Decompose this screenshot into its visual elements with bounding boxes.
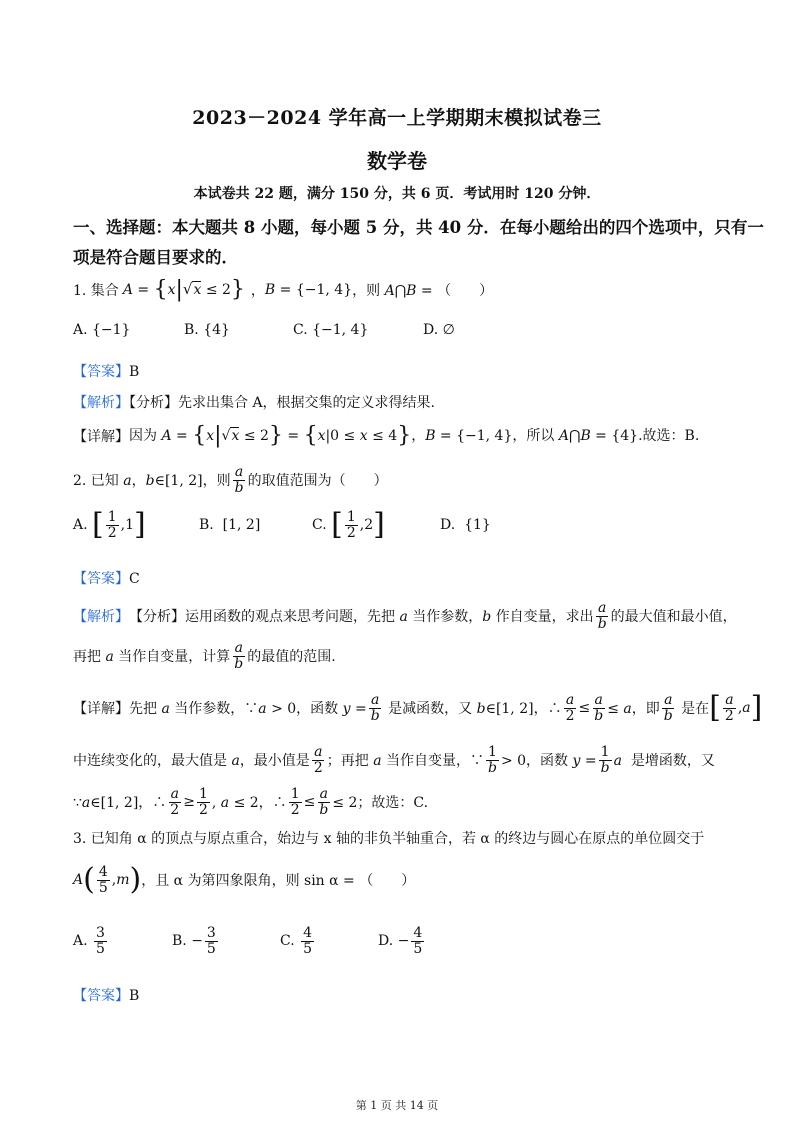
q2-detail-line3: ∵a∈[1, 2]，∴ $\frac{a}{2}$ ≥ $\frac{1}{2}$ , a ≤ 2，∴ $\frac{1}{2}$ ≤ $\frac{a}{b}$ ≤ 2；故选：C. xyxy=(73,785,429,818)
subject-title: 数学卷 xyxy=(367,149,427,173)
q3-answer xyxy=(73,985,139,1005)
question-3-stem-line1: 3. 已知角 α 的顶点与原点重合，始边与 x 轴的非负半轴重合，若 α 的终边与圆心在原点的单位圆交于 xyxy=(73,831,705,847)
q2-analysis-line1: 【解析】 【分析】运用函数的观点来思考问题，先把 a 当作参数，b 作自变量，求出 $\frac{a}{b}$ 的最大值和最小值， xyxy=(73,599,737,632)
section-heading-line1: 一、选择题：本大题共 8 小题，每小题 5 分，共 40 分．在每小题给出的四个选项中，只有一 xyxy=(73,218,764,237)
q3-option-c: C. $\frac{4}{5}$ xyxy=(280,925,313,957)
q1-set-b: B = {−1, 4} xyxy=(264,282,353,298)
q1-option-c: C. {−1, 4} xyxy=(293,322,369,338)
question-2-stem: 2. 已知 a，b∈[1, 2]，则 $\frac{a}{b}$ 的取值范围为（ ） xyxy=(73,463,388,496)
analysis-tag: 【解析】 xyxy=(73,609,129,625)
exam-info: 本试卷共 22 题，满分 150 分，共 6 页．考试用时 120 分钟． xyxy=(193,186,601,202)
page-footer: 第 1 页 共 14 页 xyxy=(355,1099,439,1112)
q1-ask: ，则 A⋂B = （ ） xyxy=(352,283,494,299)
q1-detail xyxy=(73,421,699,451)
q2-analysis-line2: 再把 a 当作自变量，计算 $\frac{a}{b}$ 的最值的范围. xyxy=(73,639,336,672)
q3-option-a: A. $\frac{3}{5}$ xyxy=(73,925,105,957)
page-title: 2023－2024 学年高一上学期期末模拟试卷三 xyxy=(192,107,602,129)
question-3-stem-line2: A ( $\frac{4}{5}$ , m ) ，且 α 为第四象限角，则 sin α = （ ） xyxy=(73,862,416,897)
q2-answer xyxy=(73,568,140,588)
q1-option-b: B. {4} xyxy=(184,322,230,338)
answer-tag: 【答案】 xyxy=(73,571,129,587)
q1-set-a: A = {x|√x ≤ 2} xyxy=(122,277,245,302)
q1-detail-text: 因为 A = {x|√x ≤ 2} = {x|0 ≤ x ≤ 4}，B = {−1, 4}，所以 A⋂B = {4}.故选：B. xyxy=(129,423,700,448)
q3-answer-value: B xyxy=(129,988,140,1004)
q1-analysis-text: 【分析】先求出集合 A，根据交集的定义求得结果. xyxy=(129,395,436,411)
q1-number: 1. 集合 xyxy=(73,283,119,299)
q1-answer xyxy=(73,361,139,381)
q1-answer-value: B xyxy=(129,364,140,380)
q2-detail-line2: 中连续变化的，最大值是 a，最小值是 $\frac{a}{2}$ ；再把 a 当作自变量，∵ $\frac{1}{b}$ > 0，函数 y = $\frac{1}{b}$ a 是增函数，又 xyxy=(73,743,715,776)
analysis-tag: 【解析】 xyxy=(73,395,129,411)
q3-option-d: D. − $\frac{4}{5}$ xyxy=(378,925,423,957)
detail-tag: 【详解】 xyxy=(73,701,129,717)
q2-option-d: D. {1} xyxy=(440,517,491,533)
q1-option-a: A. {−1} xyxy=(73,322,131,338)
q2-option-a: A. [ $\frac{1}{2}$ ,1 ] xyxy=(73,507,146,543)
detail-tag: 【详解】 xyxy=(73,429,129,445)
question-1-stem: 1. 集合 A = {x|√x ≤ 2} ， B = {−1, 4} ，则 A⋂B = （ ） xyxy=(73,277,494,302)
q2-detail-line1: 【详解】 先把 a 当作参数，∵a > 0，函数 y = $\frac{a}{b}$ 是减函数，又 b∈[1, 2]，∴ $\frac{a}{2}$ ≤ $\frac{a}{b}$ ≤ a，即 $\frac{a}{b}$ 是在 [ $\frac{a}{2}$ , a ] xyxy=(73,690,763,725)
answer-tag: 【答案】 xyxy=(73,364,129,380)
q2-option-b: B. [1, 2] xyxy=(199,517,261,533)
q1-analysis xyxy=(73,392,435,412)
section-heading-line2: 项是符合题目要求的． xyxy=(73,248,238,267)
answer-tag: 【答案】 xyxy=(73,988,129,1004)
q3-option-b: B. − $\frac{3}{5}$ xyxy=(172,925,216,957)
q1-option-d: D. ∅ xyxy=(423,322,455,338)
q2-answer-value: C xyxy=(129,571,140,587)
q2-option-c: C. [ $\frac{1}{2}$ ,2 ] xyxy=(312,507,385,543)
